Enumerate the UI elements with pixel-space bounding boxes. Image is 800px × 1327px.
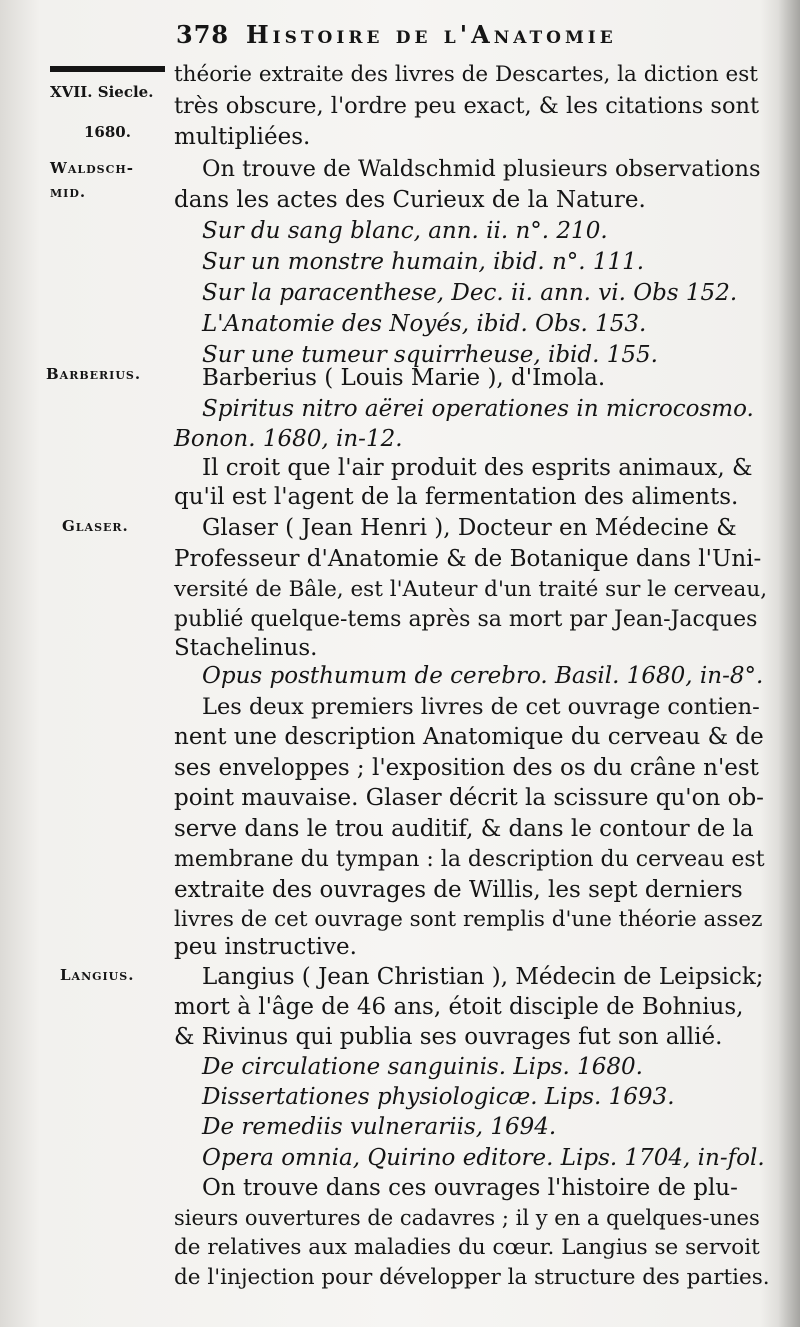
text-line: Stachelinus.: [174, 635, 318, 661]
margin-century: XVII. Siecle.: [50, 83, 154, 101]
text-line: point mauvaise. Glaser décrit la scissure qu'on ob-: [174, 785, 764, 811]
running-title: Histoire de l'Anatomie: [246, 20, 617, 49]
margin-glaser: Glaser.: [62, 517, 129, 535]
margin-langius: Langius.: [60, 966, 135, 984]
margin-waldschmid-line2: mid.: [50, 183, 87, 201]
text-line: dans les actes des Curieux de la Nature.: [174, 187, 646, 213]
page-number: 378: [176, 20, 230, 49]
citation-line: L'Anatomie des Noyés, ibid. Obs. 153.: [202, 311, 647, 337]
running-header: [176, 20, 676, 54]
text-line: extraite des ouvrages de Willis, les sept derniers: [174, 877, 743, 903]
text-line: très obscure, l'ordre peu exact, & les citations sont: [174, 93, 760, 119]
margin-waldschmid-line1: Waldsch-: [50, 159, 134, 177]
text-line: membrane du tympan : la description du cerveau est: [174, 847, 765, 872]
text-line: multipliées.: [174, 124, 311, 150]
text-line: Il croit que l'air produit des esprits animaux, &: [202, 455, 753, 481]
text-line: publié quelque-tems après sa mort par Jean-Jacques: [174, 607, 758, 632]
citation-line: Sur un monstre humain, ibid. n°. 111.: [202, 249, 645, 275]
text-line: versité de Bâle, est l'Auteur d'un traité sur le cerveau,: [174, 577, 768, 602]
text-line: Langius ( Jean Christian ), Médecin de Leipsick;: [202, 964, 764, 990]
text-line: de relatives aux maladies du cœur. Langius se servoit: [174, 1235, 760, 1260]
margin-year: 1680.: [84, 123, 131, 141]
text-line: nent une description Anatomique du cerveau & de: [174, 724, 764, 750]
text-line: sieurs ouvertures de cadavres ; il y en a quelques-unes: [174, 1206, 760, 1230]
page-edge-shadow: [778, 0, 800, 1327]
citation-line: Opera omnia, Quirino editore. Lips. 1704, in-fol.: [202, 1145, 765, 1171]
text-line: serve dans le trou auditif, & dans le contour de la: [174, 816, 754, 842]
text-line: ses enveloppes ; l'exposition des os du crâne n'est: [174, 755, 759, 781]
text-line: peu instructive.: [174, 934, 357, 960]
margin-rule: [50, 66, 165, 72]
text-line: Glaser ( Jean Henri ), Docteur en Médecine &: [202, 515, 737, 541]
margin-barberius: Barberius.: [46, 365, 142, 383]
citation-line: Spiritus nitro aërei operationes in microcosmo.: [202, 396, 754, 422]
text-line: théorie extraite des livres de Descartes, la diction est: [174, 62, 758, 87]
citation-line: Sur une tumeur squirrheuse, ibid. 155.: [202, 342, 658, 368]
citation-line: Sur la paracenthese, Dec. ii. ann. vi. Obs 152.: [202, 280, 738, 306]
text-line: Barberius ( Louis Marie ), d'Imola.: [202, 365, 606, 391]
text-line: & Rivinus qui publia ses ouvrages fut son allié.: [174, 1024, 723, 1050]
citation-line: De circulatione sanguinis. Lips. 1680.: [202, 1054, 643, 1080]
text-line: de l'injection pour développer la structure des parties.: [174, 1265, 770, 1290]
citation-line: Opus posthumum de cerebro. Basil. 1680, in-8°.: [202, 663, 764, 689]
citation-line: Dissertationes physiologicæ. Lips. 1693.: [202, 1084, 675, 1110]
citation-line: Sur du sang blanc, ann. ii. n°. 210.: [202, 218, 608, 244]
text-line: Les deux premiers livres de cet ouvrage contien-: [202, 694, 760, 720]
text-line: qu'il est l'agent de la fermentation des aliments.: [174, 484, 739, 510]
text-line: On trouve de Waldschmid plusieurs observations: [202, 156, 761, 182]
text-line: mort à l'âge de 46 ans, étoit disciple de Bohnius,: [174, 994, 744, 1020]
text-line: livres de cet ouvrage sont remplis d'une théorie assez: [174, 907, 763, 932]
text-line: Professeur d'Anatomie & de Botanique dans l'Uni-: [174, 546, 762, 572]
citation-line: De remediis vulnerariis, 1694.: [202, 1114, 557, 1140]
text-line: On trouve dans ces ouvrages l'histoire de plu-: [202, 1175, 738, 1201]
citation-line: Bonon. 1680, in-12.: [174, 426, 403, 452]
